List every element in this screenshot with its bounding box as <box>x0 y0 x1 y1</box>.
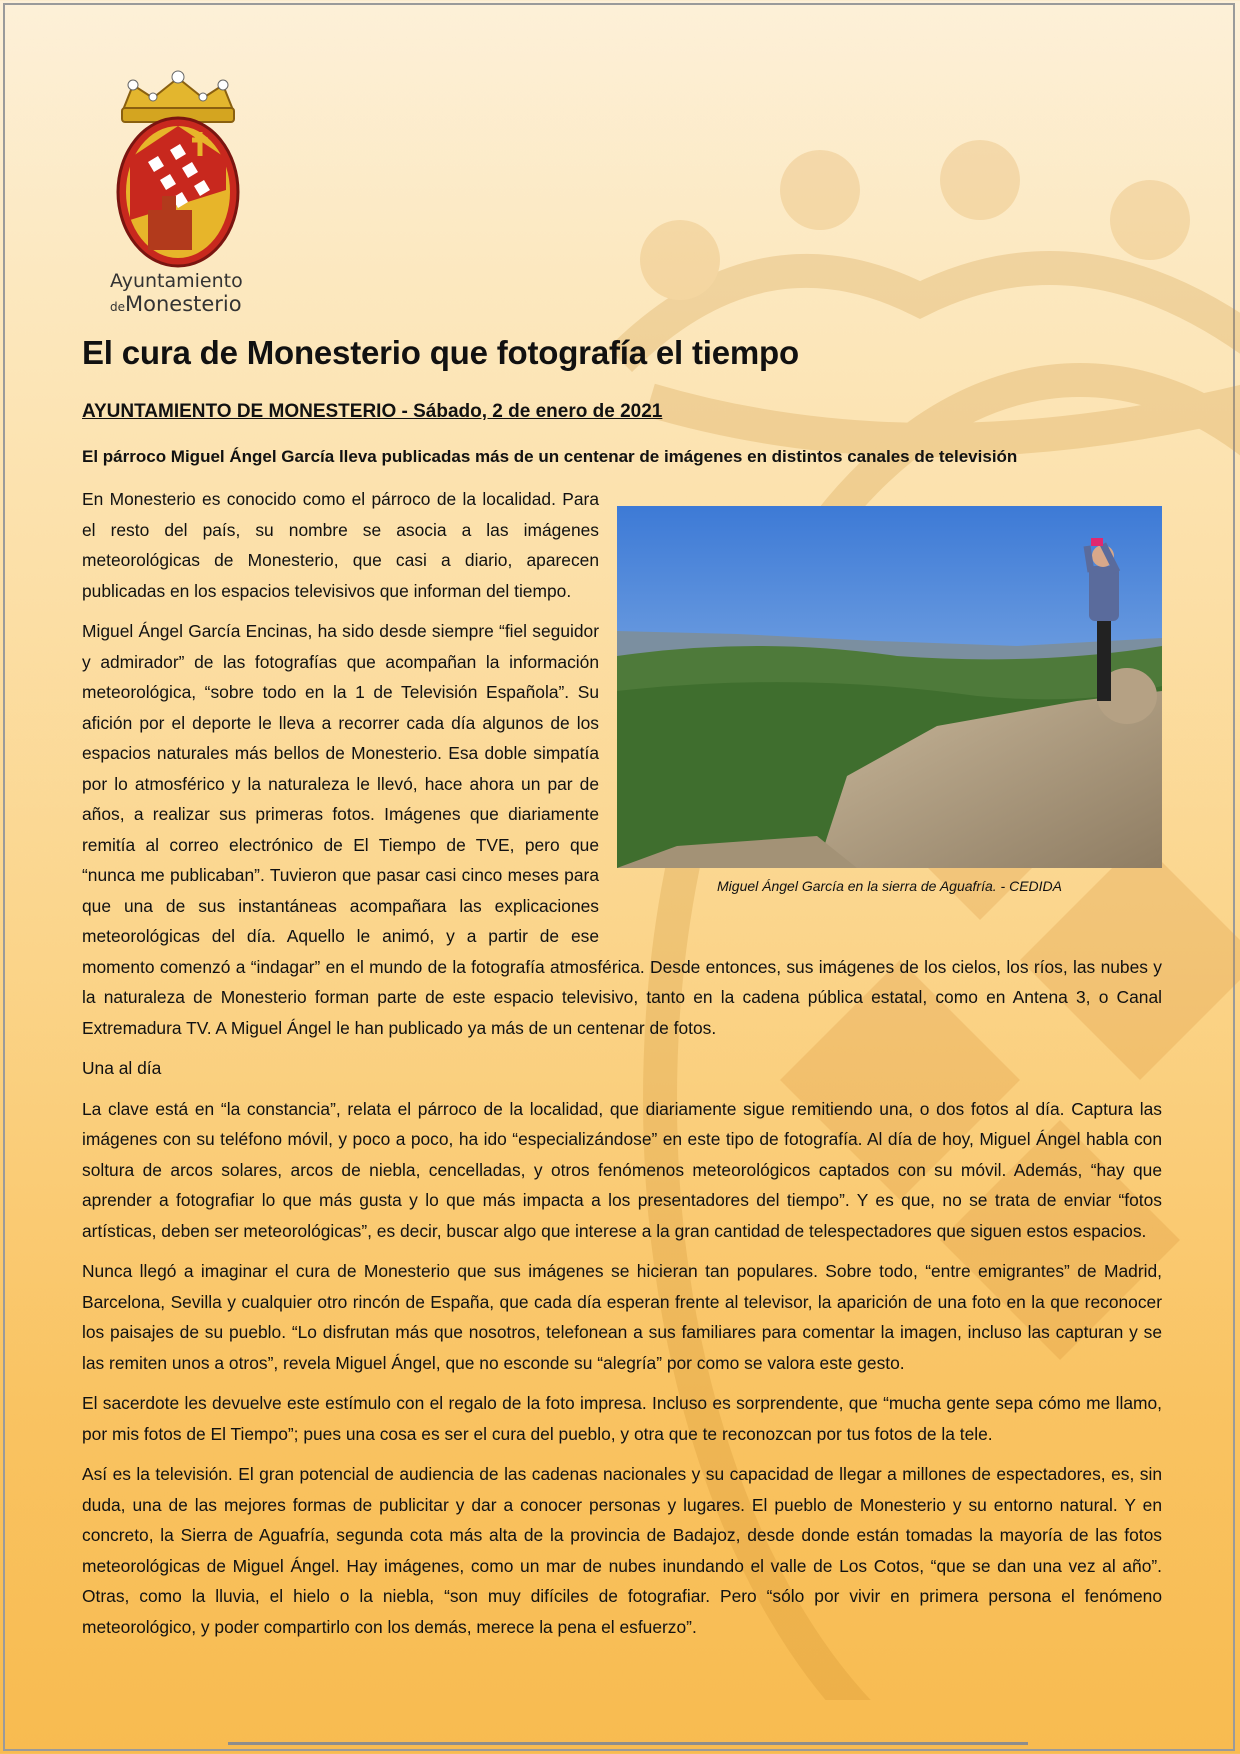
article-subheading: El párroco Miguel Ángel García lleva publicadas más de un centenar de imágenes en distintos canales de televisión <box>82 447 1018 466</box>
paragraph: Así es la televisión. El gran potencial de audiencia de las cadenas nacionales y su capacidad de llegar a millones de espectadores, es, sin duda, una de las mejores formas de publicitar y dar a conocer personas y lugares. El pueblo de Monesterio y su entorno natural. Y en concreto, la Sierra de Aguafría, segunda cota más alta de la provincia de Badajoz, desde donde están tomadas la mayoría de las fotos meteorológicas de Miguel Ángel. Hay imágenes, como un mar de nubes inundando el valle de Los Cotos, “que se dan una vez al año”. Otras, como la lluvia, el hielo o la niebla, “son muy difíciles de fotografiar. Pero “sólo por vivir en primera persona el fenómeno meteorológico, y poder compartirlo con los demás, merece la pena el esfuerzo”. <box>82 1464 1162 1637</box>
paragraph: En Monesterio es conocido como el párroco de la localidad. Para el resto del país, su nombre se asocia a las imágenes meteorológicas de Monesterio, que casi a diario, aparecen publicadas en los espacios televisivos que informan del tiempo. <box>82 489 599 601</box>
article-title: El cura de Monesterio que fotografía el tiempo <box>82 334 799 371</box>
section-heading: Una al día <box>82 1058 162 1078</box>
logo-text-monesterio <box>110 292 242 316</box>
logo-text-ayuntamiento: Ayuntamiento <box>110 270 243 292</box>
logo-text-name: Monesterio <box>125 292 242 316</box>
paragraph: La clave está en “la constancia”, relata el párroco de la localidad, que diariamente sigue remitiendo una, o dos fotos al día. Captura las imágenes con su teléfono móvil, y poco a poco, ha ido “especializándose” en este tipo de fotografía. Al día de hoy, Miguel Ángel habla con soltura de arcos solares, arcos de niebla, cencelladas, y otros fenómenos meteorológicos captados con su móvil. Además, “hay que aprender a fotografiar lo que más gusta y lo que más impacta a los presentadores del tiempo”. Y es que, no se trata de enviar “fotos artísticas, deben ser meteorológicas”, es decir, buscar algo que interese a la gran cantidad de telespectadores que siguen estos espacios. <box>82 1098 1162 1241</box>
logo-text-de: de <box>110 300 125 314</box>
paragraph: Miguel Ángel García Encinas, ha sido desde siempre “fiel seguidor y admirador” de las fotografías que acompañan la información meteorológica, “sobre todo en la 1 de Televisión Española”. Su afición por el deporte le lleva a recorrer cada día algunos de los espacios naturales más bellos de Monesterio. Esa doble simpatía por lo atmosférico y la naturaleza le llevó, hace ahora un par de años, a realizar sus primeras fotos. Imágenes que diariamente remitía al correo electrónico de El Tiempo de TVE, pero que “nunca me publicaban”. Tuvieron que pasar casi cinco meses para que una de sus instantáneas acompañara las explicaciones meteorológicas del día. Aquello le animó, y a partir de ese momento comenzó a “indagar” en el mundo de la fotografía atmosférica. Desde entonces, sus imágenes de los cielos, los ríos, las nubes y la naturaleza de Monesterio forman parte de este espacio televisivo, tanto en la cadena pública estatal, como en Antena 3, o Canal Extremadura TV. A Miguel Ángel le han publicado ya más de un centenar de fotos. <box>82 621 1162 1038</box>
article-byline: AYUNTAMIENTO DE MONESTERIO - Sábado, 2 de enero de 2021 <box>82 401 663 422</box>
photo-caption: Miguel Ángel García en la sierra de Aguafría. - CEDIDA <box>717 878 1062 894</box>
article-body <box>82 484 1162 1652</box>
article-photo <box>617 506 1162 868</box>
paragraph: Nunca llegó a imaginar el cura de Monesterio que sus imágenes se hicieran tan populares. Sobre todo, “entre emigrantes” de Madrid, Barcelona, Sevilla y cualquier otro rincón de España, que cada día esperan frente al televisor, la aparición de una foto en la que reconocer los paisajes de su pueblo. “Lo disfrutan más que nosotros, telefonean a sus familiares para comentar la imagen, incluso las capturan y se las remiten unos a otros”, revela Miguel Ángel, que no esconde su “alegría” por como se valora este gesto. <box>82 1261 1162 1373</box>
coat-of-arms-icon <box>108 70 248 270</box>
paragraph: El sacerdote les devuelve este estímulo con el regalo de la foto impresa. Incluso es sorprendente, que “mucha gente sepa cómo me llamo, por mis fotos de El Tiempo”; pues una cosa es ser el cura del pueblo, y otra que te reconozcan por tus fotos de la tele. <box>82 1393 1162 1444</box>
footer-divider <box>228 1742 1028 1745</box>
article-figure <box>617 506 1162 914</box>
